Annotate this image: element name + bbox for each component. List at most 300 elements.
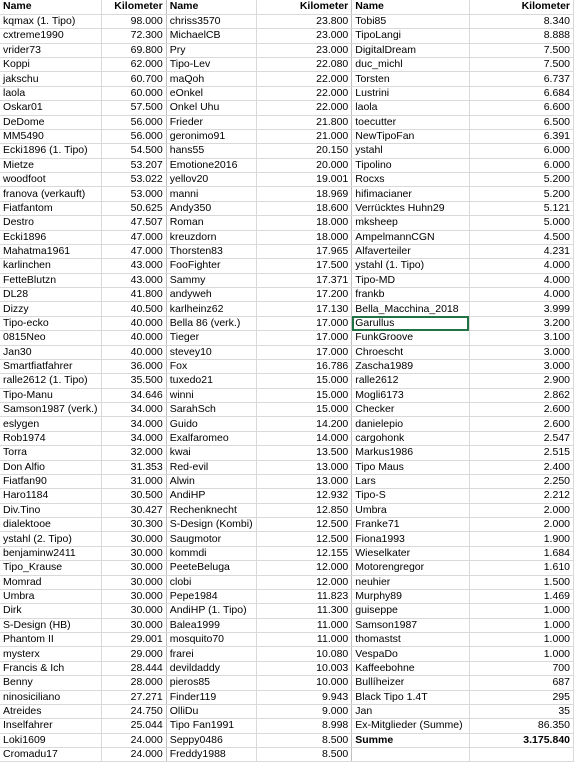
table-cell[interactable]: 28.000 bbox=[101, 676, 166, 690]
table-cell[interactable]: Fiona1993 bbox=[352, 532, 470, 546]
table-cell[interactable]: 16.786 bbox=[256, 359, 352, 373]
table-cell[interactable]: 30.000 bbox=[101, 589, 166, 603]
table-cell[interactable]: 47.000 bbox=[101, 244, 166, 258]
table-cell[interactable]: 29.000 bbox=[101, 647, 166, 661]
table-cell[interactable]: 3.000 bbox=[469, 345, 573, 359]
table-cell[interactable]: 50.625 bbox=[101, 201, 166, 215]
table-cell[interactable]: 14.200 bbox=[256, 417, 352, 431]
table-cell[interactable]: ystahl (1. Tipo) bbox=[352, 259, 470, 273]
table-cell[interactable]: Wieselkater bbox=[352, 546, 470, 560]
table-cell[interactable]: Roman bbox=[166, 216, 256, 230]
table-cell[interactable]: Tipolino bbox=[352, 158, 470, 172]
table-cell[interactable]: maQoh bbox=[166, 72, 256, 86]
table-cell[interactable]: 98.000 bbox=[101, 14, 166, 28]
table-cell[interactable]: 8.998 bbox=[256, 719, 352, 733]
table-cell[interactable]: Atreides bbox=[0, 704, 101, 718]
table-cell[interactable]: Tipo-MD bbox=[352, 273, 470, 287]
table-cell[interactable]: 41.800 bbox=[101, 288, 166, 302]
table-cell[interactable]: NewTipoFan bbox=[352, 129, 470, 143]
table-cell[interactable]: 6.737 bbox=[469, 72, 573, 86]
table-cell[interactable]: Summe bbox=[352, 733, 470, 747]
table-cell[interactable]: 31.353 bbox=[101, 460, 166, 474]
table-cell[interactable]: pieros85 bbox=[166, 676, 256, 690]
table-cell[interactable]: 27.271 bbox=[101, 690, 166, 704]
table-cell[interactable]: Checker bbox=[352, 403, 470, 417]
table-cell[interactable]: hans55 bbox=[166, 144, 256, 158]
table-cell[interactable]: 28.444 bbox=[101, 661, 166, 675]
table-cell[interactable]: FetteBlutzn bbox=[0, 273, 101, 287]
table-cell[interactable]: 2.547 bbox=[469, 431, 573, 445]
table-cell[interactable]: 11.000 bbox=[256, 633, 352, 647]
table-cell[interactable]: 18.969 bbox=[256, 187, 352, 201]
table-cell[interactable]: Bullíheizer bbox=[352, 676, 470, 690]
table-cell[interactable]: eslygen bbox=[0, 417, 101, 431]
table-cell[interactable]: clobi bbox=[166, 575, 256, 589]
table-cell[interactable]: Fiatfan90 bbox=[0, 474, 101, 488]
table-cell[interactable]: 3.100 bbox=[469, 331, 573, 345]
table-cell[interactable]: 24.750 bbox=[101, 704, 166, 718]
table-cell[interactable]: Black Tipo 1.4T bbox=[352, 690, 470, 704]
table-cell[interactable]: 12.000 bbox=[256, 575, 352, 589]
table-cell[interactable]: ninosiciliano bbox=[0, 690, 101, 704]
table-cell[interactable]: mksheep bbox=[352, 216, 470, 230]
table-cell[interactable]: 17.000 bbox=[256, 316, 352, 330]
table-cell[interactable]: 17.371 bbox=[256, 273, 352, 287]
table-cell[interactable]: Lustrini bbox=[352, 86, 470, 100]
table-cell[interactable]: 53.207 bbox=[101, 158, 166, 172]
table-cell[interactable]: 60.000 bbox=[101, 86, 166, 100]
table-cell[interactable]: duc_michl bbox=[352, 58, 470, 72]
table-cell[interactable]: Jan bbox=[352, 704, 470, 718]
table-cell[interactable]: 30.300 bbox=[101, 518, 166, 532]
table-cell[interactable]: Cromadu17 bbox=[0, 748, 101, 762]
table-cell[interactable]: 0815Neo bbox=[0, 331, 101, 345]
table-cell[interactable]: 1.900 bbox=[469, 532, 573, 546]
table-cell[interactable]: Mietze bbox=[0, 158, 101, 172]
table-cell[interactable]: eOnkel bbox=[166, 86, 256, 100]
table-cell[interactable]: 30.000 bbox=[101, 561, 166, 575]
table-cell[interactable]: 17.000 bbox=[256, 331, 352, 345]
table-cell[interactable]: 2.250 bbox=[469, 474, 573, 488]
table-cell[interactable]: 32.000 bbox=[101, 446, 166, 460]
table-cell[interactable]: tuxedo21 bbox=[166, 374, 256, 388]
table-cell[interactable]: 30.000 bbox=[101, 575, 166, 589]
table-cell[interactable]: 53.022 bbox=[101, 173, 166, 187]
table-cell[interactable]: Ecki1896 bbox=[0, 230, 101, 244]
table-cell[interactable]: franova (verkauft) bbox=[0, 187, 101, 201]
table-cell[interactable]: Onkel Uhu bbox=[166, 101, 256, 115]
table-cell[interactable]: Tieger bbox=[166, 331, 256, 345]
table-cell[interactable]: 8.500 bbox=[256, 733, 352, 747]
table-cell[interactable]: 22.000 bbox=[256, 72, 352, 86]
table-cell[interactable]: 1.684 bbox=[469, 546, 573, 560]
table-cell[interactable]: 2.600 bbox=[469, 403, 573, 417]
table-cell[interactable]: 69.800 bbox=[101, 43, 166, 57]
table-cell[interactable]: Momrad bbox=[0, 575, 101, 589]
header-cell[interactable]: Kilometer bbox=[469, 0, 573, 14]
table-cell[interactable]: 54.500 bbox=[101, 144, 166, 158]
table-cell[interactable]: Finder119 bbox=[166, 690, 256, 704]
table-cell[interactable]: 3.000 bbox=[469, 359, 573, 373]
table-cell[interactable]: 1.000 bbox=[469, 618, 573, 632]
table-cell[interactable]: kreuzdorn bbox=[166, 230, 256, 244]
table-cell[interactable]: 20.150 bbox=[256, 144, 352, 158]
table-cell[interactable]: Freddy1988 bbox=[166, 748, 256, 762]
table-cell[interactable]: chriss3570 bbox=[166, 14, 256, 28]
table-cell[interactable]: Francis & Ich bbox=[0, 661, 101, 675]
table-cell[interactable]: 1.469 bbox=[469, 589, 573, 603]
table-cell[interactable]: 2.900 bbox=[469, 374, 573, 388]
header-cell[interactable]: Kilometer bbox=[256, 0, 352, 14]
table-cell[interactable]: 36.000 bbox=[101, 359, 166, 373]
table-cell[interactable]: Andy350 bbox=[166, 201, 256, 215]
table-cell[interactable]: 5.200 bbox=[469, 173, 573, 187]
table-cell[interactable]: 12.850 bbox=[256, 503, 352, 517]
table-cell[interactable]: Benny bbox=[0, 676, 101, 690]
table-cell[interactable]: Samson1987 (verk.) bbox=[0, 403, 101, 417]
table-cell[interactable]: thomastst bbox=[352, 633, 470, 647]
table-cell[interactable]: Tipo-S bbox=[352, 489, 470, 503]
table-cell[interactable]: Umbra bbox=[352, 503, 470, 517]
table-cell[interactable]: ralle2612 bbox=[352, 374, 470, 388]
table-cell[interactable]: 10.000 bbox=[256, 676, 352, 690]
table-cell[interactable]: 17.965 bbox=[256, 244, 352, 258]
table-cell[interactable]: 12.932 bbox=[256, 489, 352, 503]
table-cell[interactable]: 4.000 bbox=[469, 273, 573, 287]
table-cell[interactable]: devildaddy bbox=[166, 661, 256, 675]
table-cell[interactable]: 43.000 bbox=[101, 273, 166, 287]
table-cell[interactable]: 8.340 bbox=[469, 14, 573, 28]
table-cell[interactable]: 18.000 bbox=[256, 230, 352, 244]
table-cell[interactable]: 34.646 bbox=[101, 388, 166, 402]
table-cell[interactable]: Torsten bbox=[352, 72, 470, 86]
table-cell[interactable]: Tipo Fan1991 bbox=[166, 719, 256, 733]
table-cell[interactable]: 700 bbox=[469, 661, 573, 675]
table-cell[interactable]: Div.Tino bbox=[0, 503, 101, 517]
table-cell[interactable]: mosquito70 bbox=[166, 633, 256, 647]
table-cell[interactable]: Rocxs bbox=[352, 173, 470, 187]
table-cell[interactable]: 47.000 bbox=[101, 230, 166, 244]
table-cell[interactable]: 1.000 bbox=[469, 633, 573, 647]
header-cell[interactable]: Name bbox=[166, 0, 256, 14]
table-cell[interactable]: 35.500 bbox=[101, 374, 166, 388]
table-cell[interactable]: 23.800 bbox=[256, 14, 352, 28]
table-cell[interactable]: 10.080 bbox=[256, 647, 352, 661]
table-cell[interactable]: 17.130 bbox=[256, 302, 352, 316]
table-cell[interactable]: 13.500 bbox=[256, 446, 352, 460]
table-cell[interactable]: Samson1987 bbox=[352, 618, 470, 632]
table-cell[interactable]: 2.000 bbox=[469, 518, 573, 532]
table-cell[interactable]: frarei bbox=[166, 647, 256, 661]
table-cell[interactable]: Exalfaromeo bbox=[166, 431, 256, 445]
table-cell[interactable]: 29.001 bbox=[101, 633, 166, 647]
table-cell[interactable]: woodfoot bbox=[0, 173, 101, 187]
table-cell[interactable]: kqmax (1. Tipo) bbox=[0, 14, 101, 28]
table-cell[interactable]: 12.000 bbox=[256, 561, 352, 575]
table-cell[interactable]: 3.200 bbox=[469, 316, 573, 330]
table-cell[interactable]: DeDome bbox=[0, 115, 101, 129]
table-cell[interactable]: 2.212 bbox=[469, 489, 573, 503]
table-cell[interactable]: dialektooe bbox=[0, 518, 101, 532]
table-cell[interactable]: 30.427 bbox=[101, 503, 166, 517]
table-cell[interactable]: 3.175.840 bbox=[469, 733, 573, 747]
table-cell[interactable]: 62.000 bbox=[101, 58, 166, 72]
table-cell[interactable]: 40.000 bbox=[101, 331, 166, 345]
table-cell[interactable]: cargohonk bbox=[352, 431, 470, 445]
table-cell[interactable]: 5.200 bbox=[469, 187, 573, 201]
table-cell[interactable]: Chroescht bbox=[352, 345, 470, 359]
table-cell[interactable]: 11.000 bbox=[256, 618, 352, 632]
table-cell[interactable]: Zascha1989 bbox=[352, 359, 470, 373]
table-cell[interactable]: 14.000 bbox=[256, 431, 352, 445]
selected-cell[interactable]: Garullus bbox=[352, 316, 470, 330]
table-cell[interactable]: 34.000 bbox=[101, 417, 166, 431]
table-cell[interactable]: Seppy0486 bbox=[166, 733, 256, 747]
table-cell[interactable]: mysterx bbox=[0, 647, 101, 661]
table-cell[interactable]: 6.600 bbox=[469, 101, 573, 115]
table-cell[interactable]: 53.000 bbox=[101, 187, 166, 201]
table-cell[interactable]: Franke71 bbox=[352, 518, 470, 532]
table-cell[interactable]: cxtreme1990 bbox=[0, 29, 101, 43]
table-cell[interactable]: Jan30 bbox=[0, 345, 101, 359]
table-cell[interactable]: VespaDo bbox=[352, 647, 470, 661]
table-cell[interactable]: frankb bbox=[352, 288, 470, 302]
table-cell[interactable]: Sammy bbox=[166, 273, 256, 287]
table-cell[interactable]: Emotione2016 bbox=[166, 158, 256, 172]
table-cell[interactable]: Alwin bbox=[166, 474, 256, 488]
table-cell[interactable]: Don Alfio bbox=[0, 460, 101, 474]
table-cell[interactable]: 6.391 bbox=[469, 129, 573, 143]
table-cell[interactable]: ystahl bbox=[352, 144, 470, 158]
table-cell[interactable]: 30.000 bbox=[101, 546, 166, 560]
table-cell[interactable]: Thorsten83 bbox=[166, 244, 256, 258]
table-cell[interactable]: DL28 bbox=[0, 288, 101, 302]
table-cell[interactable]: Pepe1984 bbox=[166, 589, 256, 603]
table-cell[interactable]: AndiHP bbox=[166, 489, 256, 503]
table-cell[interactable]: Phantom II bbox=[0, 633, 101, 647]
table-cell[interactable]: karlheinz62 bbox=[166, 302, 256, 316]
table-cell[interactable]: 43.000 bbox=[101, 259, 166, 273]
table-cell[interactable]: 3.999 bbox=[469, 302, 573, 316]
table-cell[interactable]: vrider73 bbox=[0, 43, 101, 57]
table-cell[interactable]: 35 bbox=[469, 704, 573, 718]
table-cell[interactable]: Tipo-ecko bbox=[0, 316, 101, 330]
table-cell[interactable]: Motorengregor bbox=[352, 561, 470, 575]
table-cell[interactable]: 11.823 bbox=[256, 589, 352, 603]
table-cell[interactable]: 18.600 bbox=[256, 201, 352, 215]
table-cell[interactable]: 40.500 bbox=[101, 302, 166, 316]
table-cell[interactable]: Mogli6173 bbox=[352, 388, 470, 402]
header-cell[interactable]: Name bbox=[352, 0, 470, 14]
table-cell[interactable]: Mahatma1961 bbox=[0, 244, 101, 258]
table-cell[interactable]: AndiHP (1. Tipo) bbox=[166, 604, 256, 618]
table-cell[interactable]: 2.515 bbox=[469, 446, 573, 460]
table-cell[interactable]: 24.000 bbox=[101, 748, 166, 762]
table-cell[interactable]: PeeteBeluga bbox=[166, 561, 256, 575]
table-cell[interactable]: Murphy89 bbox=[352, 589, 470, 603]
table-cell[interactable]: FooFighter bbox=[166, 259, 256, 273]
table-cell[interactable]: 9.943 bbox=[256, 690, 352, 704]
table-cell[interactable]: kwai bbox=[166, 446, 256, 460]
table-cell[interactable]: S-Design (Kombi) bbox=[166, 518, 256, 532]
table-cell[interactable]: 15.000 bbox=[256, 388, 352, 402]
table-cell[interactable]: 22.000 bbox=[256, 101, 352, 115]
table-cell[interactable]: Bella_Macchina_2018 bbox=[352, 302, 470, 316]
table-cell[interactable]: andyweh bbox=[166, 288, 256, 302]
table-cell[interactable]: danielepio bbox=[352, 417, 470, 431]
table-cell[interactable]: 30.000 bbox=[101, 532, 166, 546]
table-cell[interactable]: SarahSch bbox=[166, 403, 256, 417]
table-cell[interactable]: 8.888 bbox=[469, 29, 573, 43]
table-cell[interactable]: 12.500 bbox=[256, 532, 352, 546]
table-cell[interactable]: Dirk bbox=[0, 604, 101, 618]
table-cell[interactable]: Markus1986 bbox=[352, 446, 470, 460]
table-cell[interactable]: 295 bbox=[469, 690, 573, 704]
table-cell[interactable]: 22.080 bbox=[256, 58, 352, 72]
table-cell[interactable]: 34.000 bbox=[101, 431, 166, 445]
table-cell[interactable]: guiseppe bbox=[352, 604, 470, 618]
table-cell[interactable]: 1.500 bbox=[469, 575, 573, 589]
table-cell[interactable]: 4.231 bbox=[469, 244, 573, 258]
table-cell[interactable]: yellov20 bbox=[166, 173, 256, 187]
table-cell[interactable]: 4.500 bbox=[469, 230, 573, 244]
table-cell[interactable]: Alfaverteiler bbox=[352, 244, 470, 258]
table-cell[interactable]: neuhier bbox=[352, 575, 470, 589]
table-cell[interactable]: Saugmotor bbox=[166, 532, 256, 546]
table-cell[interactable]: 687 bbox=[469, 676, 573, 690]
table-cell[interactable]: Loki1609 bbox=[0, 733, 101, 747]
table-cell[interactable]: 24.000 bbox=[101, 733, 166, 747]
table-cell[interactable]: 60.700 bbox=[101, 72, 166, 86]
table-cell[interactable]: Pry bbox=[166, 43, 256, 57]
table-cell[interactable]: 72.300 bbox=[101, 29, 166, 43]
table-cell[interactable]: TipoLangi bbox=[352, 29, 470, 43]
table-cell[interactable]: 6.000 bbox=[469, 144, 573, 158]
table-cell[interactable]: 2.600 bbox=[469, 417, 573, 431]
table-cell[interactable]: 4.000 bbox=[469, 288, 573, 302]
table-cell[interactable]: 11.300 bbox=[256, 604, 352, 618]
table-cell[interactable]: AmpelmannCGN bbox=[352, 230, 470, 244]
table-cell[interactable]: manni bbox=[166, 187, 256, 201]
table-cell[interactable]: S-Design (HB) bbox=[0, 618, 101, 632]
table-cell[interactable]: 13.000 bbox=[256, 474, 352, 488]
table-cell[interactable]: Guido bbox=[166, 417, 256, 431]
header-cell[interactable]: Name bbox=[0, 0, 101, 14]
table-cell[interactable]: 15.000 bbox=[256, 403, 352, 417]
table-cell[interactable]: 1.610 bbox=[469, 561, 573, 575]
table-cell[interactable]: Torra bbox=[0, 446, 101, 460]
table-cell[interactable]: 7.500 bbox=[469, 58, 573, 72]
table-cell[interactable]: MM5490 bbox=[0, 129, 101, 143]
table-cell[interactable]: 8.500 bbox=[256, 748, 352, 762]
table-cell[interactable]: 86.350 bbox=[469, 719, 573, 733]
header-cell[interactable]: Kilometer bbox=[101, 0, 166, 14]
table-cell[interactable]: ralle2612 (1. Tipo) bbox=[0, 374, 101, 388]
table-cell[interactable]: karlinchen bbox=[0, 259, 101, 273]
table-cell[interactable]: winni bbox=[166, 388, 256, 402]
table-cell[interactable]: 23.000 bbox=[256, 29, 352, 43]
table-cell[interactable]: 4.000 bbox=[469, 259, 573, 273]
table-cell[interactable]: Rechenknecht bbox=[166, 503, 256, 517]
table-cell[interactable]: Haro1184 bbox=[0, 489, 101, 503]
table-cell[interactable]: 1.000 bbox=[469, 647, 573, 661]
table-cell[interactable]: 19.001 bbox=[256, 173, 352, 187]
table-cell[interactable]: 56.000 bbox=[101, 115, 166, 129]
table-cell[interactable]: Rob1974 bbox=[0, 431, 101, 445]
table-cell[interactable]: 5.000 bbox=[469, 216, 573, 230]
table-cell[interactable]: Tipo Maus bbox=[352, 460, 470, 474]
table-cell[interactable]: 17.200 bbox=[256, 288, 352, 302]
table-cell[interactable]: 12.500 bbox=[256, 518, 352, 532]
table-cell[interactable]: Ecki1896 (1. Tipo) bbox=[0, 144, 101, 158]
table-cell[interactable]: 40.000 bbox=[101, 316, 166, 330]
table-cell[interactable]: 34.000 bbox=[101, 403, 166, 417]
table-cell[interactable]: Umbra bbox=[0, 589, 101, 603]
table-cell[interactable]: Tipo-Manu bbox=[0, 388, 101, 402]
table-cell[interactable]: 18.000 bbox=[256, 216, 352, 230]
table-cell[interactable]: 15.000 bbox=[256, 374, 352, 388]
table-cell[interactable]: Koppi bbox=[0, 58, 101, 72]
table-cell[interactable]: Oskar01 bbox=[0, 101, 101, 115]
table-cell[interactable]: Inselfahrer bbox=[0, 719, 101, 733]
table-cell[interactable]: 6.000 bbox=[469, 158, 573, 172]
table-cell[interactable]: toecutter bbox=[352, 115, 470, 129]
table-cell[interactable]: 2.400 bbox=[469, 460, 573, 474]
table-cell[interactable]: 7.500 bbox=[469, 43, 573, 57]
table-cell[interactable]: Balea1999 bbox=[166, 618, 256, 632]
table-cell[interactable]: DigitalDream bbox=[352, 43, 470, 57]
table-cell[interactable]: Tipo_Krause bbox=[0, 561, 101, 575]
table-cell[interactable]: 47.507 bbox=[101, 216, 166, 230]
table-cell[interactable]: Dizzy bbox=[0, 302, 101, 316]
table-cell[interactable]: 1.000 bbox=[469, 604, 573, 618]
table-cell[interactable]: Bella 86 (verk.) bbox=[166, 316, 256, 330]
table-cell[interactable]: Verrücktes Huhn29 bbox=[352, 201, 470, 215]
table-cell[interactable]: 13.000 bbox=[256, 460, 352, 474]
table-cell[interactable]: FunkGroove bbox=[352, 331, 470, 345]
table-cell[interactable]: MichaelCB bbox=[166, 29, 256, 43]
table-cell[interactable]: Fiatfantom bbox=[0, 201, 101, 215]
table-cell[interactable]: Red-evil bbox=[166, 460, 256, 474]
table-cell[interactable]: OlliDu bbox=[166, 704, 256, 718]
table-cell[interactable]: 31.000 bbox=[101, 474, 166, 488]
table-cell[interactable]: 25.044 bbox=[101, 719, 166, 733]
table-cell[interactable]: 2.862 bbox=[469, 388, 573, 402]
table-cell[interactable]: 21.000 bbox=[256, 129, 352, 143]
table-cell[interactable]: 23.000 bbox=[256, 43, 352, 57]
table-cell[interactable]: jakschu bbox=[0, 72, 101, 86]
table-cell[interactable]: 30.000 bbox=[101, 618, 166, 632]
table-cell[interactable]: Kaffeebohne bbox=[352, 661, 470, 675]
table-cell[interactable]: 30.500 bbox=[101, 489, 166, 503]
table-cell[interactable]: 9.000 bbox=[256, 704, 352, 718]
table-cell[interactable]: 40.000 bbox=[101, 345, 166, 359]
table-cell[interactable]: Destro bbox=[0, 216, 101, 230]
table-cell[interactable]: Tobi85 bbox=[352, 14, 470, 28]
table-cell[interactable]: ystahl (2. Tipo) bbox=[0, 532, 101, 546]
table-cell[interactable]: 6.684 bbox=[469, 86, 573, 100]
table-cell[interactable]: kommdi bbox=[166, 546, 256, 560]
table-cell[interactable]: 10.003 bbox=[256, 661, 352, 675]
table-cell[interactable]: hifimacianer bbox=[352, 187, 470, 201]
table-cell[interactable]: laola bbox=[352, 101, 470, 115]
table-cell[interactable]: Lars bbox=[352, 474, 470, 488]
table-cell[interactable]: Tipo-Lev bbox=[166, 58, 256, 72]
table-cell[interactable]: Fox bbox=[166, 359, 256, 373]
table-cell[interactable]: 17.500 bbox=[256, 259, 352, 273]
table-cell[interactable]: 56.000 bbox=[101, 129, 166, 143]
table-cell[interactable]: benjaminw2411 bbox=[0, 546, 101, 560]
